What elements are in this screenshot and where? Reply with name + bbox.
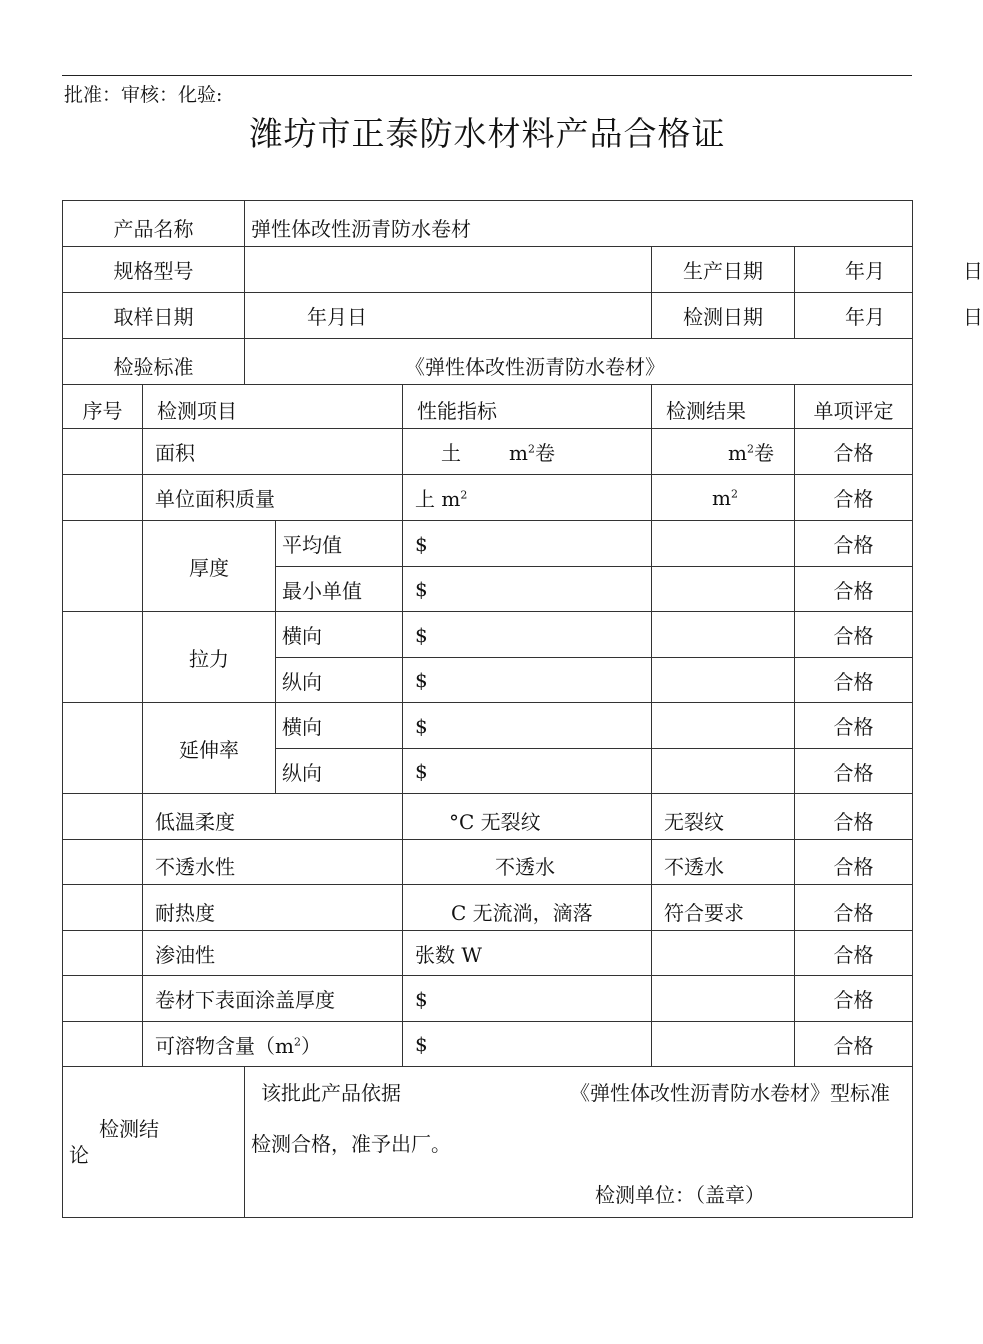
thickness-min-result (652, 567, 795, 612)
col-header-spec: 性能指标 (403, 385, 652, 429)
heat-result: 符合要求 (652, 885, 795, 931)
test-date-label: 检测日期 (652, 293, 795, 339)
elongation-h-spec: $ (403, 703, 652, 749)
oil-item: 渗油性 (143, 931, 403, 976)
area-spec: 土 $m^2$卷 (403, 429, 652, 475)
area-result: $m^2$卷 (652, 429, 795, 475)
row-no-cell (63, 794, 143, 840)
elongation-h-result (652, 703, 795, 749)
thickness-group: 厚度 (143, 521, 276, 612)
production-date-value (795, 247, 983, 293)
tensile-group: 拉力 (143, 612, 276, 703)
heat-spec: C 无流淌，滴落 (403, 885, 652, 931)
inspection-unit: 检测单位：（盖章） (595, 1183, 765, 1207)
certificate-table (62, 200, 983, 1218)
heat-item: 耐热度 (143, 885, 403, 931)
top-rule (62, 75, 912, 76)
mass-spec: 上 $m^2$ (403, 475, 652, 521)
low-temp-verdict: 合格 (795, 794, 913, 840)
table-row (63, 976, 913, 1022)
thickness-avg-verdict: 合格 (795, 521, 913, 567)
col-header-verdict: 单项评定 (795, 385, 913, 429)
conclusion-line-2: 《弹性体改性沥青防水卷材》型标准 (570, 1081, 890, 1105)
sample-date-label: 取样日期 (63, 293, 245, 339)
thickness-min-label: 最小单值 (276, 567, 403, 612)
thickness-min-spec: $ (403, 567, 652, 612)
oil-verdict: 合格 (795, 931, 913, 976)
table-row (63, 885, 913, 931)
thickness-avg-result (652, 521, 795, 567)
tensile-h-verdict: 合格 (795, 612, 913, 658)
col-header-result: 检测结果 (652, 385, 795, 429)
elongation-h-label: 横向 (276, 703, 403, 749)
production-date-d: 日 (963, 259, 983, 283)
row-no-cell (63, 840, 143, 885)
approval-line: 批准：审核：化验: (64, 84, 223, 106)
low-temp-result: 无裂纹 (652, 794, 795, 840)
tensile-h-label: 横向 (276, 612, 403, 658)
table-row (63, 931, 913, 976)
impermeable-spec: 不透水 (403, 840, 652, 885)
row-no-cell (63, 885, 143, 931)
mass-item: 单位面积质量 (143, 475, 403, 521)
area-verdict: 合格 (795, 429, 913, 475)
product-name-value: 弹性体改性沥青防水卷材 (245, 201, 913, 247)
low-temp-item: 低温柔度 (143, 794, 403, 840)
elongation-h-verdict: 合格 (795, 703, 913, 749)
impermeable-item: 不透水性 (143, 840, 403, 885)
elongation-v-label: 纵向 (276, 749, 403, 794)
table-row (63, 703, 913, 749)
mass-verdict: 合格 (795, 475, 913, 521)
soluble-item: 可溶物含量$(m^2)$ (143, 1022, 403, 1067)
area-item: 面积 (143, 429, 403, 475)
row-no-cell (63, 1022, 143, 1067)
soluble-spec: $ (403, 1022, 652, 1067)
conclusion-line-1: 该批此产品依据 (261, 1081, 401, 1105)
elongation-v-spec: $ (403, 749, 652, 794)
soluble-result (652, 1022, 795, 1067)
col-header-no: 序号 (63, 385, 143, 429)
thickness-avg-spec: $ (403, 521, 652, 567)
tensile-h-result (652, 612, 795, 658)
thickness-min-verdict: 合格 (795, 567, 913, 612)
test-date-value (795, 293, 983, 339)
heat-verdict: 合格 (795, 885, 913, 931)
page-title: 潍坊市正泰防水材料产品合格证 (249, 114, 726, 153)
col-header-item: 检测项目 (143, 385, 403, 429)
oil-result (652, 931, 795, 976)
elongation-v-result (652, 749, 795, 794)
impermeable-verdict: 合格 (795, 840, 913, 885)
elongation-group: 延伸率 (143, 703, 276, 794)
tensile-v-label: 纵向 (276, 658, 403, 703)
table-row (63, 429, 913, 475)
thickness-avg-label: 平均值 (276, 521, 403, 567)
standard-value: 《弹性体改性沥青防水卷材》 (245, 339, 913, 385)
row-no-cell (63, 976, 143, 1022)
conclusion-row (63, 1067, 913, 1218)
coating-item: 卷材下表面涂盖厚度 (143, 976, 403, 1022)
table-row (63, 1022, 913, 1067)
coating-result (652, 976, 795, 1022)
production-date-ym: 年月 (845, 259, 885, 283)
row-no-cell (63, 429, 143, 475)
mass-result: $m^2$ (652, 475, 795, 521)
table-row (63, 794, 913, 840)
coating-verdict: 合格 (795, 976, 913, 1022)
tensile-h-spec: $ (403, 612, 652, 658)
production-date-label: 生产日期 (652, 247, 795, 293)
sample-date-value: 年月日 (245, 293, 652, 339)
table-row (63, 475, 913, 521)
spec-value (245, 247, 652, 293)
row-no-cell (63, 475, 143, 521)
tensile-v-verdict: 合格 (795, 658, 913, 703)
row-no-cell (63, 521, 143, 612)
conclusion-line-3: 检测合格，准予出厂。 (251, 1132, 451, 1156)
test-date-d: 日 (963, 305, 983, 329)
tensile-v-spec: $ (403, 658, 652, 703)
table-row (63, 840, 913, 885)
oil-spec: 张数 W (403, 931, 652, 976)
table-row (63, 612, 913, 658)
conclusion-label: 检测结 论 (63, 1067, 245, 1218)
row-no-cell (63, 931, 143, 976)
impermeable-result: 不透水 (652, 840, 795, 885)
row-no-cell (63, 703, 143, 794)
table-row (63, 521, 913, 567)
low-temp-spec: °C 无裂纹 (403, 794, 652, 840)
tensile-v-result (652, 658, 795, 703)
row-no-cell (63, 612, 143, 703)
spec-label: 规格型号 (63, 247, 245, 293)
elongation-v-verdict: 合格 (795, 749, 913, 794)
conclusion-text (245, 1067, 913, 1218)
soluble-verdict: 合格 (795, 1022, 913, 1067)
product-name-label: 产品名称 (63, 201, 245, 247)
test-date-ym: 年月 (845, 305, 885, 329)
standard-label: 检验标准 (63, 339, 245, 385)
coating-spec: $ (403, 976, 652, 1022)
